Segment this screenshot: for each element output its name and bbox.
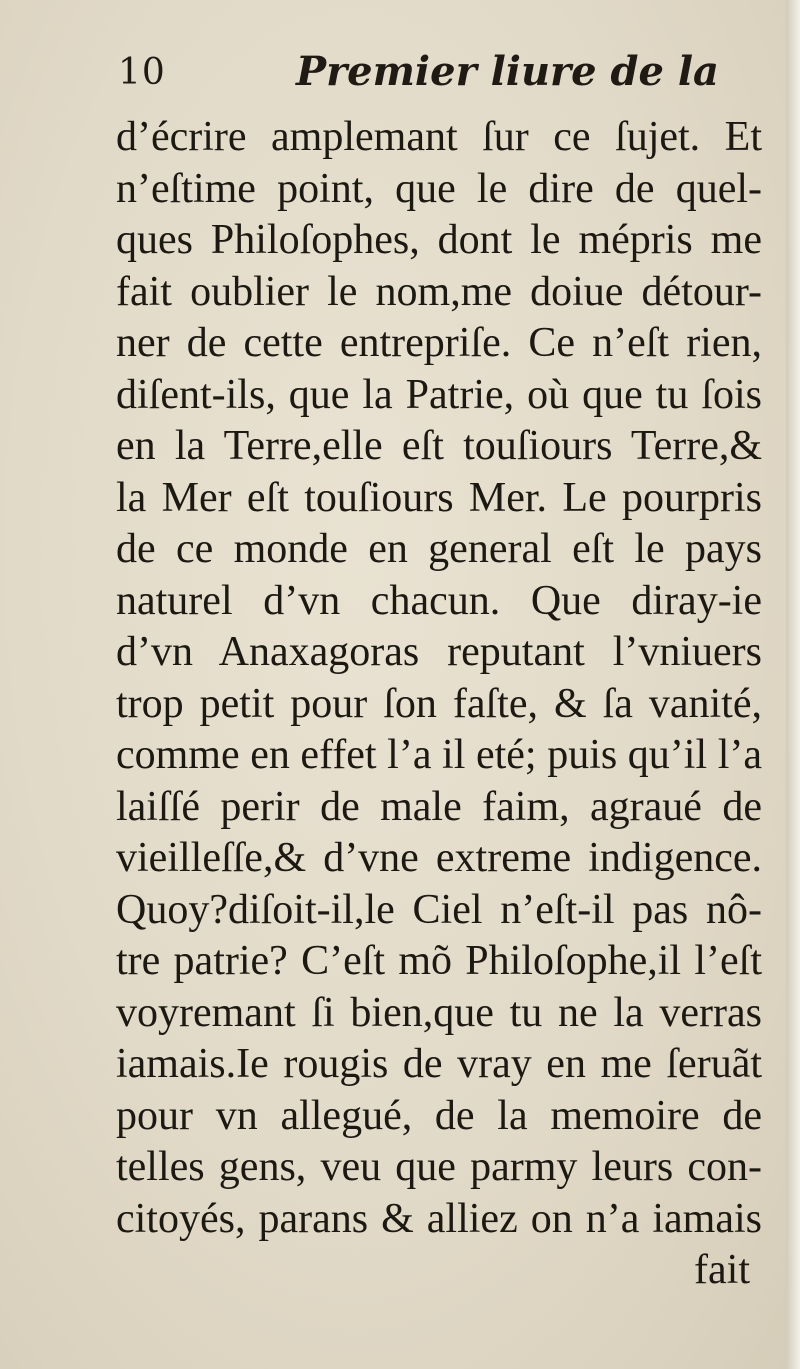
text-line: voyremant ſi bien,que tu ne la verras [116,989,762,1036]
text-line: citoyés, parans & alliez on n’a iamais [116,1195,762,1242]
page-number: 10 [118,52,166,93]
text-line: fait oublier le nom,me doiue détour- [116,268,762,315]
text-line: la Mer eſt touſiours Mer. Le pourpris [116,474,762,521]
text-line: telles gens, veu que parmy leurs con- [116,1144,762,1190]
text-line: pour vn allegué, de la memoire de [116,1092,762,1139]
text-line: diſent-ils, que la Patrie, où que tu ſois [116,371,762,418]
text-line: ner de cette entrepriſe. Ce n’eſt rien, [116,320,762,366]
text-line: en la Terre,elle eſt touſiours Terre,& [116,423,762,469]
running-title: Premier liure de la [296,48,719,95]
text-line: d’écrire amplemant ſur ce ſujet. Et [116,114,762,160]
page-edge [786,0,800,1369]
catchword: fait [694,1247,750,1293]
text-line: naturel d’vn chacun. Que diray-ie [116,577,762,624]
text-line: d’vn Anaxagoras reputant l’vniuers [116,629,762,675]
text-line: tre patrie? C’eſt mõ Philoſophe,il l’eſt [116,938,762,984]
text-line: n’eſtime point, que le dire de quel- [116,165,762,212]
text-line: Quoy?diſoit-il,le Ciel n’eſt-il pas nô- [116,886,762,933]
text-line: vieilleſſe,& d’vne extreme indigence. [116,835,762,881]
text-line: iamais.Ie rougis de vray en me ſeruãt [116,1041,762,1087]
text-line: comme en effet l’a il eté; puis qu’il l’a [116,732,762,778]
page-header [118,48,758,108]
text-line: trop petit pour ſon faſte, & ſa vanité, [116,680,762,727]
text-line: de ce monde en general eſt le pays [116,526,762,572]
text-line: laiſſé perir de male faim, agraué de [116,783,762,830]
text-line: ques Philoſophes, dont le mépris me [116,217,762,263]
body-text [116,112,762,1297]
